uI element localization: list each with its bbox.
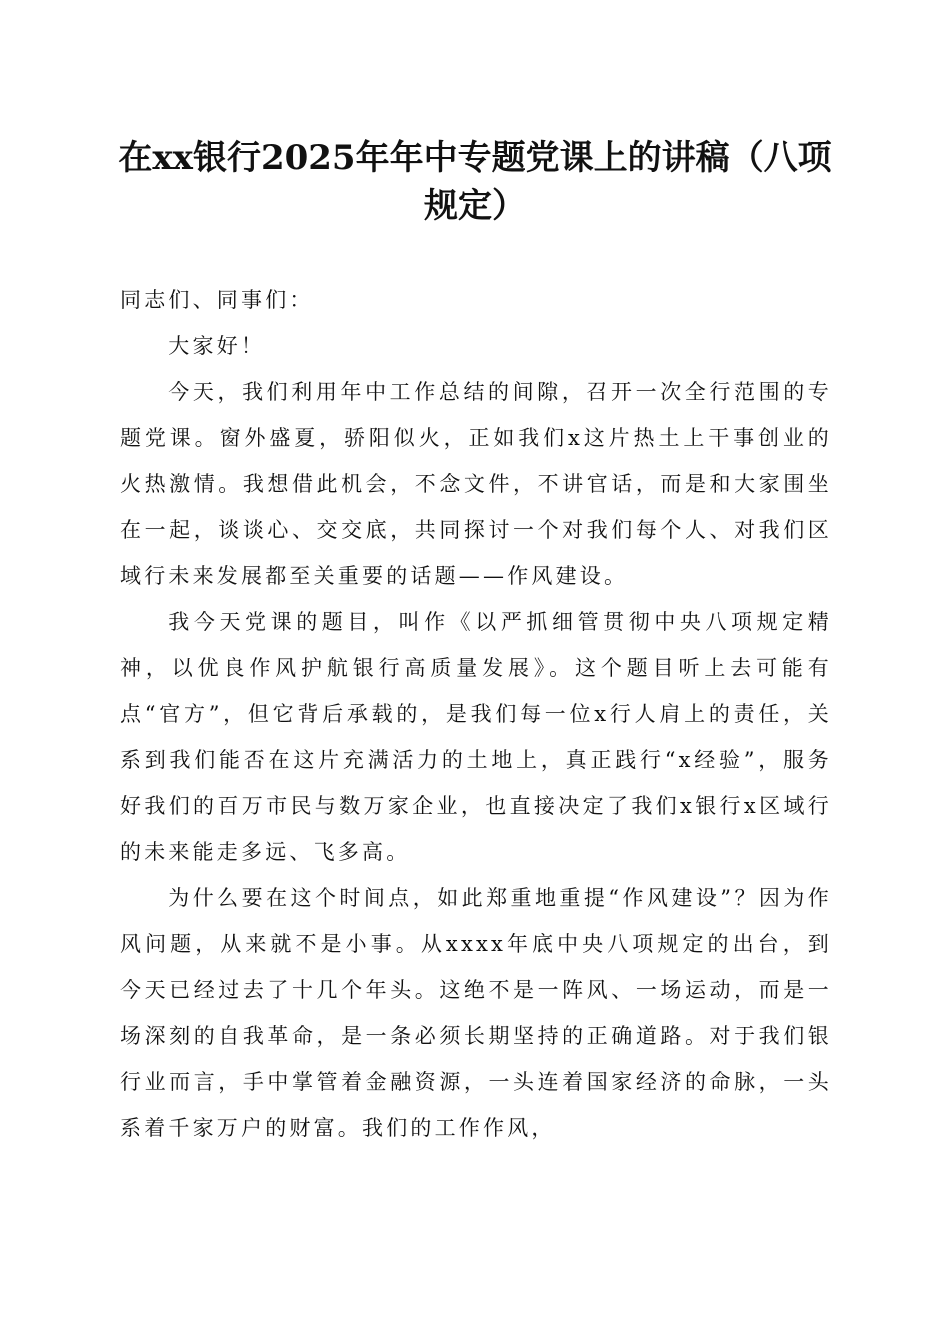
paragraph-reason: 为什么要在这个时间点，如此郑重地重提“作风建设”？因为作风问题，从来就不是小事。从xxxx年底中央八项规定的出台，到今天已经过去了十几个年头。这绝不是一阵风、一场运动，而是一场深刻的自我革命，是一条必须长期坚持的正确道路。对于我们银行业而言，手中掌管着金融资源，一头连着国家经济的命脉，一头系着千家万户的财富。我们的工作作风，: [120, 886, 832, 1140]
document-body: [120, 277, 832, 1151]
salutation: 同志们、同事们：: [120, 288, 314, 312]
paragraph-topic: 我今天党课的题目，叫作《以严抓细管贯彻中央八项规定精神，以优良作风护航银行高质量发展》。这个题目听上去可能有点“官方”，但它背后承载的，是我们每一位x行人肩上的责任，关系到我们能否在这片充满活力的土地上，真正践行“x经验”，服务好我们的百万市民与数万家企业，也直接决定了我们x银行x区域行的未来能走多远、飞多高。: [120, 610, 832, 864]
paragraph-greeting: 大家好！: [168, 334, 266, 358]
document-title: 在xx银行2025年年中专题党课上的讲稿（八项规定）: [118, 138, 832, 226]
paragraph-intro: 今天，我们利用年中工作总结的间隙，召开一次全行范围的专题党课。窗外盛夏，骄阳似火，正如我们x这片热土上干事创业的火热激情。我想借此机会，不念文件，不讲官话，而是和大家围坐在一起，谈谈心、交交底，共同探讨一个对我们每个人、对我们区域行未来发展都至关重要的话题——作风建设。: [120, 380, 832, 588]
